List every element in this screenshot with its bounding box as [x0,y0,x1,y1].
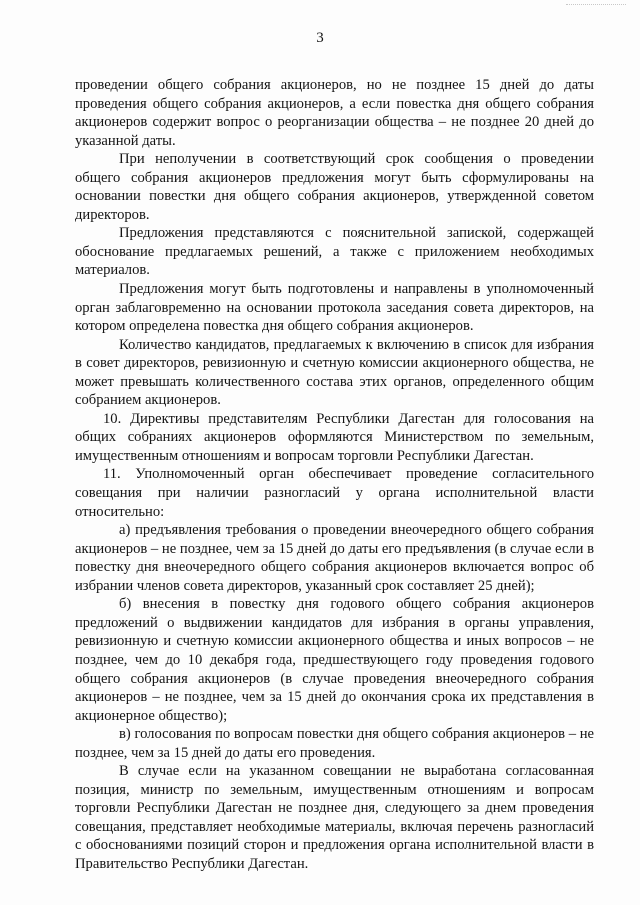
document-body [75,76,594,874]
clause-11: 11. Уполномоченный орган обеспечивает проведение согласительного совещания при наличии разногласий у органа исполнительной власти относительно: [75,466,594,520]
page-number: 3 [316,30,324,46]
scan-artifact [566,4,626,7]
paragraph-explanatory-note: Предложения представляются с пояснительной запиской, содержащей обоснование предлагаемых решений, а также с приложением необходимых материалов. [75,225,594,279]
paragraph-advance-preparation: Предложения могут быть подготовлены и направлены в уполномоченный орган заблаговременно на основании протокола заседания совета директоров, на котором определена повестка дня общего собрания акционеров. [75,281,594,335]
paragraph-no-agreement: В случае если на указанном совещании не выработана согласованная позиция, министр по земельным, имущественным отношениям и вопросам торговли Республики Дагестан не позднее дня, следующего за днем проведения совещания, представляет необходимые материалы, включая перечень разногласий с обоснованиями позиций сторон и предложения органа исполнительной власти в Правительство Республики Дагестан. [75,763,594,872]
clause-10: 10. Директивы представителям Республики Дагестан для голосования на общих собраниях акционеров оформляются Министерством по земельным, имущественным отношениям и вопросам торговли Республики Дагестан. [75,410,594,464]
paragraph-candidate-count: Количество кандидатов, предлагаемых к включению в список для избрания в совет директоров, ревизионную и счетную комиссии акционерного общества, не может превышать количественного состава этих органов, определенного общим собранием акционеров. [75,336,594,409]
paragraph-continuation: проведении общего собрания акционеров, но не позднее 15 дней до даты проведения общего собрания акционеров, а если повестка дня общего собрания акционеров содержит вопрос о реорганизации общества – не позднее 20 дней до указанной даты. [75,77,594,149]
subclause-b: б) внесения в повестку дня годового общего собрания акционеров предложений о выдвижении кандидатов для избрания в органы управления, ревизионную и счетную комиссии акционерного общества и иных вопросов – не позднее, чем до 10 декабря года, предшествующего году проведения годового общего собрания акционеров (в случае проведения внеочередного собрания акционеров – не позднее, чем за 15 дней до окончания срока их представления в акционерное общество); [75,596,594,724]
subclause-a: а) предъявления требования о проведении внеочередного общего собрания акционеров – не позднее, чем за 15 дней до даты его предъявления (в случае если в повестку дня внеочередного общего собрания акционеров включается вопрос об избрании членов совета директоров, указанный срок составляет 25 дней); [75,522,594,594]
paragraph-no-notice: При неполучении в соответствующий срок сообщения о проведении общего собрания акционеров предложения могут быть сформулированы на основании повестки дня общего собрания акционеров, утвержденной советом директоров. [75,151,594,223]
subclause-v: в) голосования по вопросам повестки дня общего собрания акционеров – не позднее, чем за 15 дней до даты его проведения. [75,726,594,761]
